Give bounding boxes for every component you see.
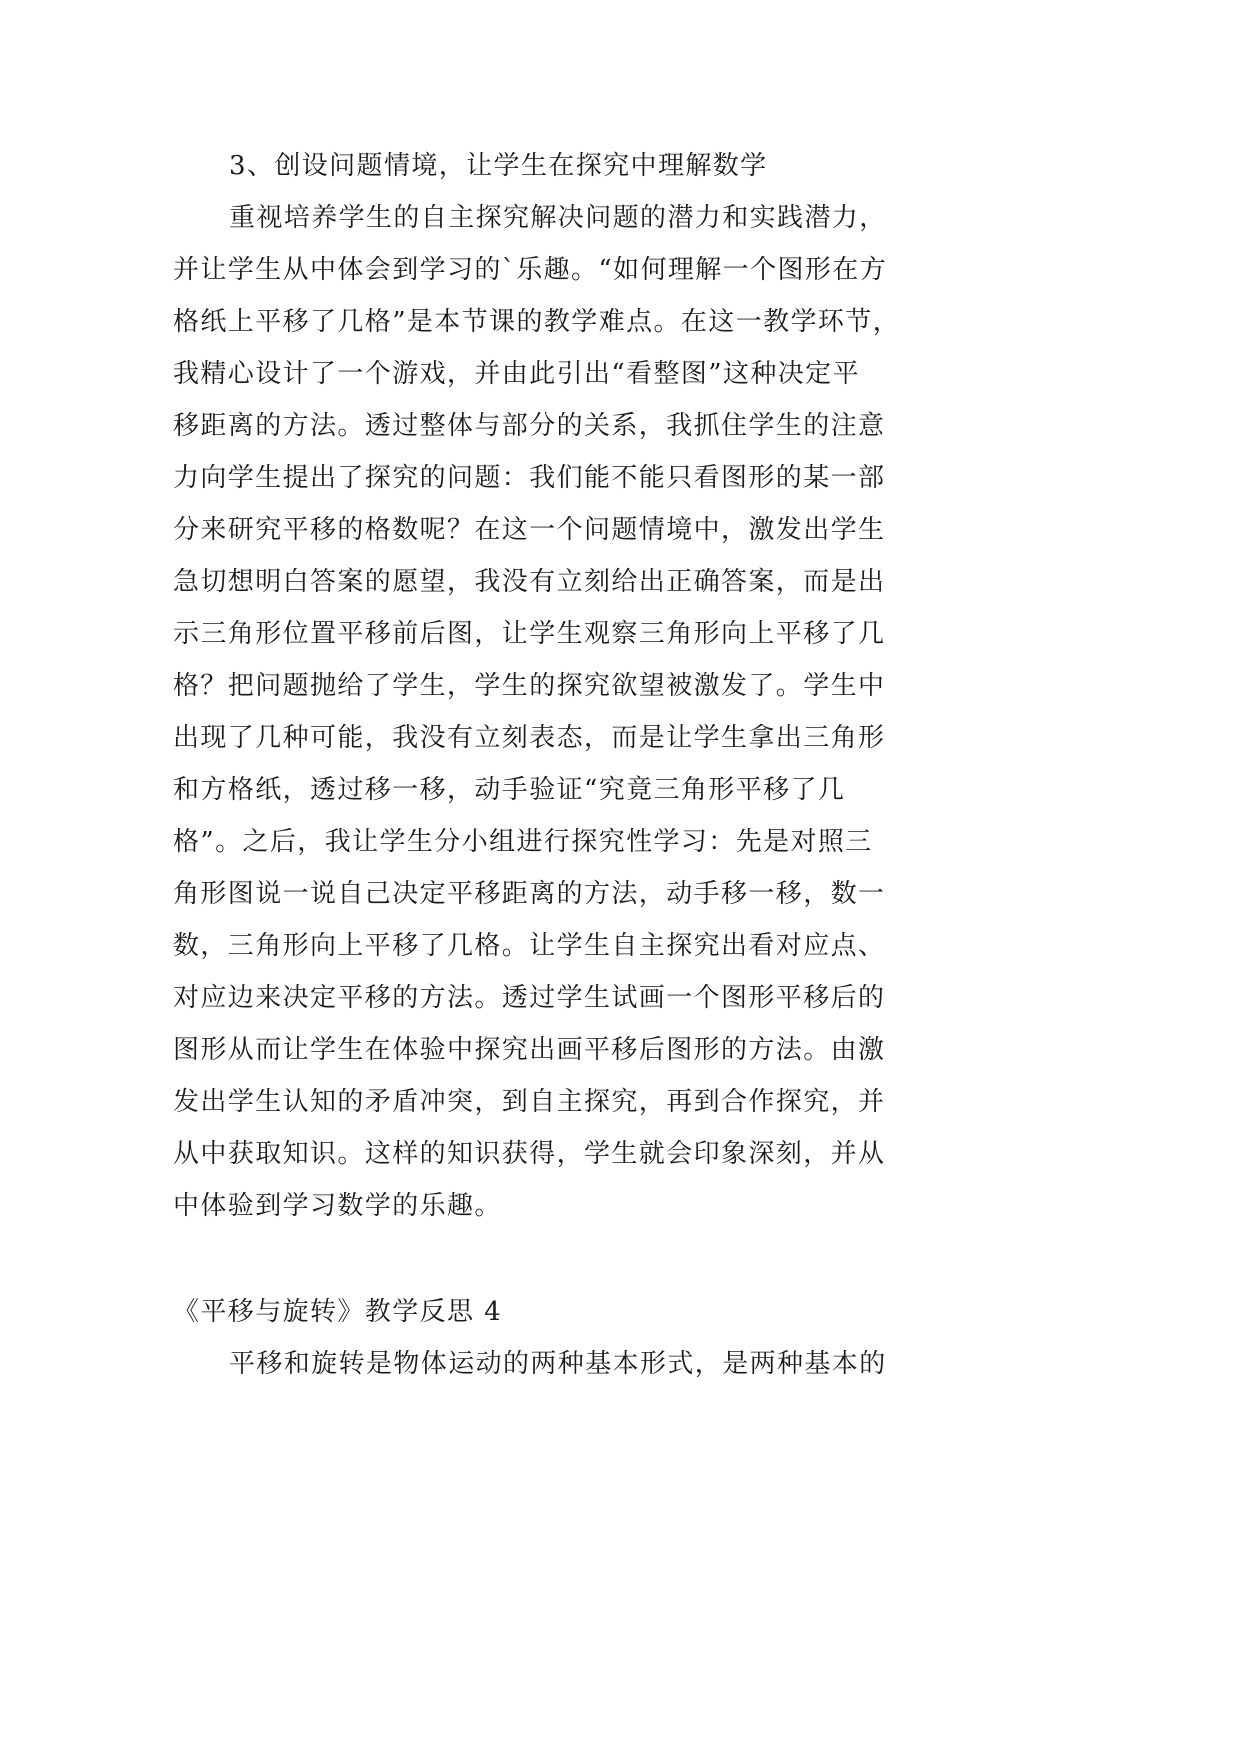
paragraph-line: 发出学生认知的矛盾冲突，到自主探究，再到合作探究，并: [173, 1087, 886, 1117]
next-section-first-line: 平移和旋转是物体运动的两种基本形式，是两种基本的: [229, 1349, 887, 1379]
paragraph-line: 重视培养学生的自主探究解决问题的潜力和实践潜力，: [229, 203, 887, 233]
paragraph-line: 中体验到学习数学的乐趣。: [173, 1191, 502, 1221]
paragraph-line: 出现了几种可能，我没有立刻表态，而是让学生拿出三角形: [173, 723, 886, 753]
paragraph-line: 力向学生提出了探究的问题：我们能不能只看图形的某一部: [173, 463, 886, 493]
paragraph-line: 格”。之后，我让学生分小组进行探究性学习：先是对照三: [173, 827, 873, 857]
paragraph-line: 图形从而让学生在体验中探究出画平移后图形的方法。由激: [173, 1035, 886, 1065]
section-heading: 3、创设问题情境，让学生在探究中理解数学: [229, 151, 768, 181]
paragraph-line: 示三角形位置平移前后图，让学生观察三角形向上平移了几: [173, 619, 886, 649]
paragraph-line: 并让学生从中体会到学习的`乐趣。“如何理解一个图形在方: [173, 255, 888, 285]
paragraph-line: 从中获取知识。这样的知识获得，学生就会印象深刻，并从: [173, 1139, 886, 1169]
paragraph-line: 格纸上平移了几格”是本节课的教学难点。在这一教学环节，: [173, 307, 901, 337]
paragraph-line: 对应边来决定平移的方法。透过学生试画一个图形平移后的: [173, 983, 886, 1013]
paragraph-line: 分来研究平移的格数呢？在这一个问题情境中，激发出学生: [173, 515, 886, 545]
paragraph-line: 格？把问题抛给了学生，学生的探究欲望被激发了。学生中: [173, 671, 886, 701]
next-section-title: 《平移与旋转》教学反思 4: [173, 1297, 503, 1327]
paragraph-line: 角形图说一说自己决定平移距离的方法，动手移一移，数一: [173, 879, 886, 909]
paragraph-line: 急切想明白答案的愿望，我没有立刻给出正确答案，而是出: [173, 567, 886, 597]
paragraph-line: 和方格纸，透过移一移，动手验证“究竟三角形平移了几: [173, 775, 846, 805]
paragraph-line: 我精心设计了一个游戏，并由此引出“看整图”这种决定平: [173, 359, 860, 389]
paragraph-line: 数，三角形向上平移了几格。让学生自主探究出看对应点、: [173, 931, 886, 961]
paragraph-line: 移距离的方法。透过整体与部分的关系，我抓住学生的注意: [173, 411, 886, 441]
